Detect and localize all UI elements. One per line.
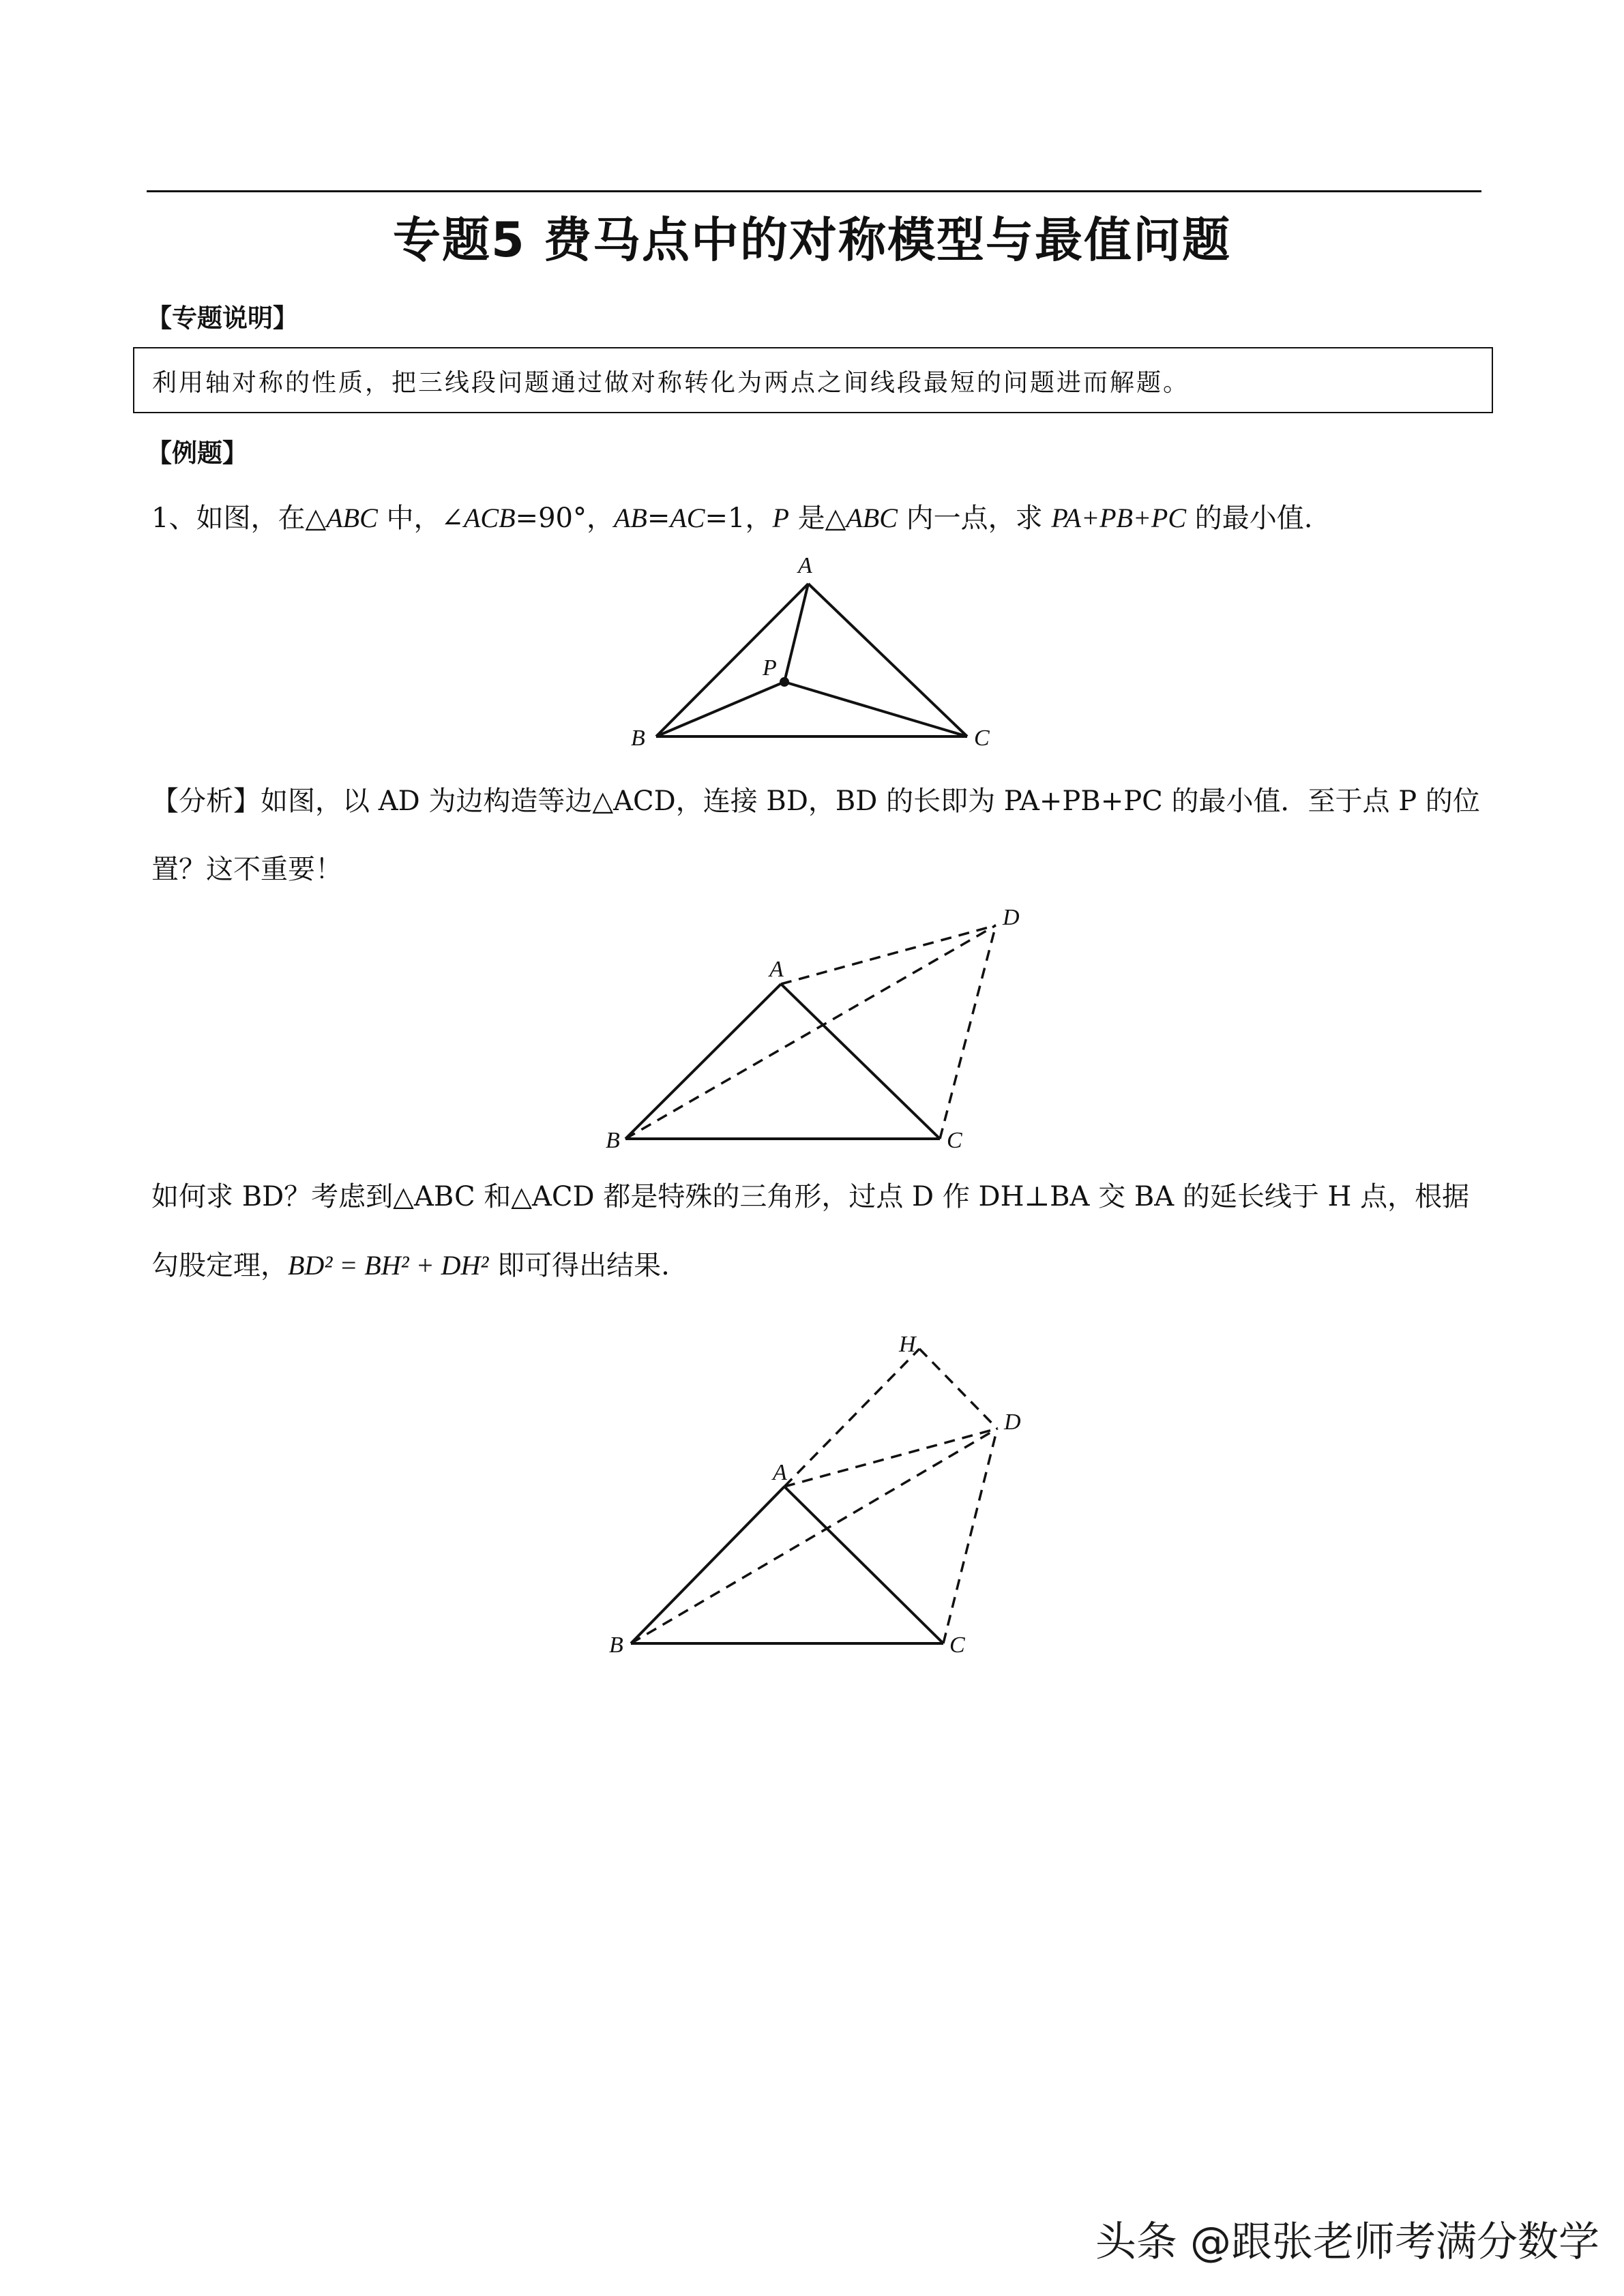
fig2-dashed-bd	[625, 925, 996, 1139]
fig3-dashed-bd	[631, 1429, 997, 1643]
analysis-line-2: 置？这不重要！	[151, 854, 342, 885]
fig3-label-c: C	[949, 1632, 965, 1658]
fig2-label-b: B	[606, 1128, 620, 1153]
fig1-label-c: C	[974, 726, 990, 751]
fig1-label-b: B	[631, 726, 645, 751]
followup-line-1: 如何求 BD？考虑到△ABC 和△ACD 都是特殊的三角形，过点 D 作 DH⊥BA 交 BA 的延长线于 H 点，根据	[151, 1181, 1470, 1212]
fig2-dashed-ad	[781, 925, 996, 984]
fig1-segment-pa	[784, 584, 808, 682]
figure-2	[625, 984, 940, 1139]
fig3-dashed-cd	[943, 1429, 997, 1643]
fig2-side-ac	[781, 984, 940, 1139]
fig2-label-a: A	[769, 957, 784, 982]
fig3-label-d: D	[1004, 1410, 1021, 1435]
fig3-dashed-ah	[784, 1349, 919, 1487]
followup-line-2: 勾股定理，BD² = BH² + DH² 即可得出结果.	[151, 1250, 670, 1281]
fig3-side-ac	[784, 1487, 943, 1643]
figure-3	[631, 1487, 943, 1643]
fig2-label-c: C	[947, 1128, 962, 1153]
analysis-line-1: 【分析】如图，以 AD 为边构造等边△ACD，连接 BD，BD 的长即为 PA+PB+PC 的最小值．至于点 P 的位	[151, 786, 1480, 817]
example-heading: 【例题】	[147, 438, 248, 468]
figure-1	[656, 584, 967, 736]
fig3-label-h: H	[899, 1332, 916, 1357]
fig1-segment-pb	[656, 682, 784, 736]
fig1-point-p	[780, 677, 789, 687]
description-text: 利用轴对称的性质，把三线段问题通过做对称转化为两点之间线段最短的问题进而解题。	[152, 369, 1190, 397]
fig3-label-b: B	[609, 1632, 623, 1658]
fig3-dashed-hd	[919, 1349, 997, 1429]
fig2-dashed-cd	[940, 925, 996, 1139]
fig3-dashed-ad	[784, 1429, 997, 1487]
fig1-label-p: P	[763, 655, 777, 681]
problem-statement: 1、如图，在△ABC 中，∠ACB=90°，AB=AC=1，P 是△ABC 内一点，求 PA+PB+PC 的最小值.	[151, 503, 1313, 534]
page-title: 专题5 费马点中的对称模型与最值问题	[392, 212, 1232, 268]
fig1-side-ab	[656, 584, 808, 736]
fig2-label-d: D	[1003, 905, 1020, 930]
watermark: 头条 @跟张老师考满分数学	[1095, 2218, 1599, 2266]
fig3-side-ab	[631, 1487, 784, 1643]
fig3-label-a: A	[773, 1460, 787, 1485]
pythagoras-formula: BD² = BH² + DH²	[288, 1250, 489, 1281]
description-heading: 【专题说明】	[147, 303, 298, 333]
fig1-label-a: A	[798, 553, 812, 578]
